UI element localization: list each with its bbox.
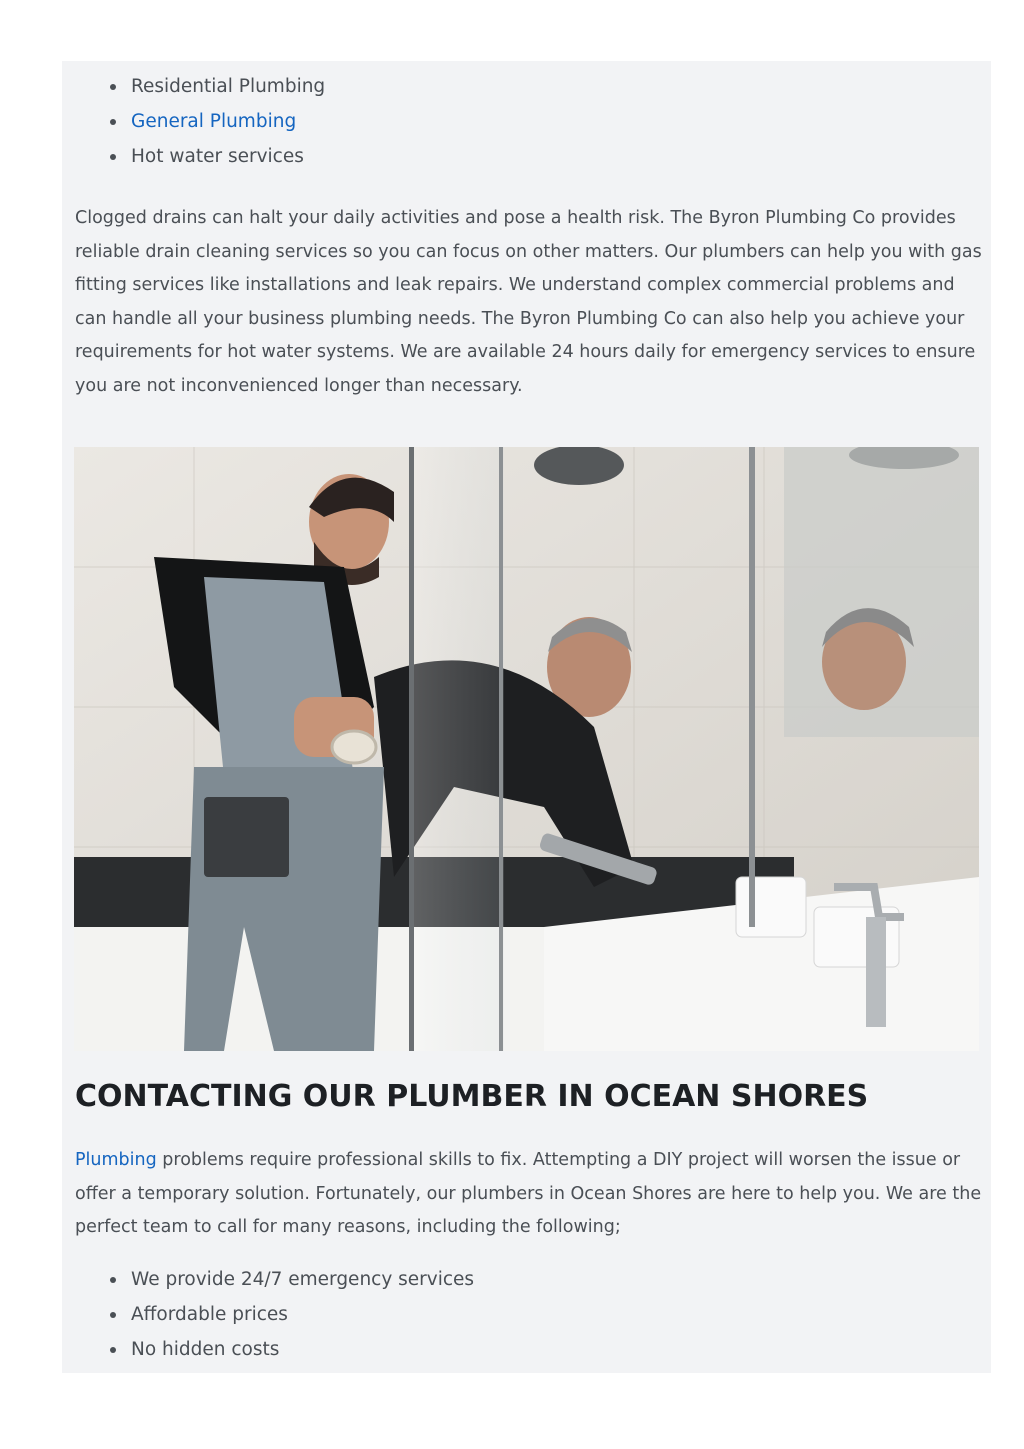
bullet-icon xyxy=(110,1347,116,1353)
bullet-icon xyxy=(110,1312,116,1318)
list-item xyxy=(131,139,325,174)
list-item-label: We provide 24/7 emergency services xyxy=(131,1269,475,1290)
section-paragraph xyxy=(75,1144,985,1245)
list-item-label: Residential Plumbing xyxy=(131,76,326,97)
reasons-list xyxy=(62,1262,474,1367)
plumbing-link[interactable]: Plumbing xyxy=(75,1150,157,1170)
list-item xyxy=(131,69,325,104)
bullet-icon xyxy=(110,154,116,160)
content-panel xyxy=(62,61,991,1373)
general-plumbing-link[interactable]: General Plumbing xyxy=(131,111,297,132)
section-paragraph-text: problems require professional skills to fix. Attempting a DIY project will worsen the issue or offer a temporary solution. Fortunately, our plumbers in Ocean Shores are here to help you. We are the perfect team to call for many reasons, including the following; xyxy=(75,1150,982,1238)
list-item xyxy=(131,1297,474,1332)
list-item-label: No hidden costs xyxy=(131,1339,280,1360)
bullet-icon xyxy=(110,119,116,125)
list-item-label: Affordable prices xyxy=(131,1304,288,1325)
intro-paragraph: Clogged drains can halt your daily activities and pose a health risk. The Byron Plumbing Co provides reliable drain cleaning services so you can focus on other matters. Our plumbers can help you with gas fitting services like installations and leak repairs. We understand complex commercial problems and can handle all your business plumbing needs. The Byron Plumbing Co can also help you achieve your requirements for hot water systems. We are available 24 hours daily for emergency services to ensure you are not inconvenienced longer than necessary. xyxy=(75,208,982,396)
services-list xyxy=(62,69,325,174)
list-item[interactable] xyxy=(131,104,325,139)
list-item xyxy=(131,1262,474,1297)
list-item-label: Hot water services xyxy=(131,146,304,167)
list-item xyxy=(131,1332,474,1367)
bullet-icon xyxy=(110,1277,116,1283)
bullet-icon xyxy=(110,84,116,90)
plumbers-bathroom-photo xyxy=(74,447,979,1051)
section-heading: CONTACTING OUR PLUMBER IN OCEAN SHORES xyxy=(75,1079,869,1114)
